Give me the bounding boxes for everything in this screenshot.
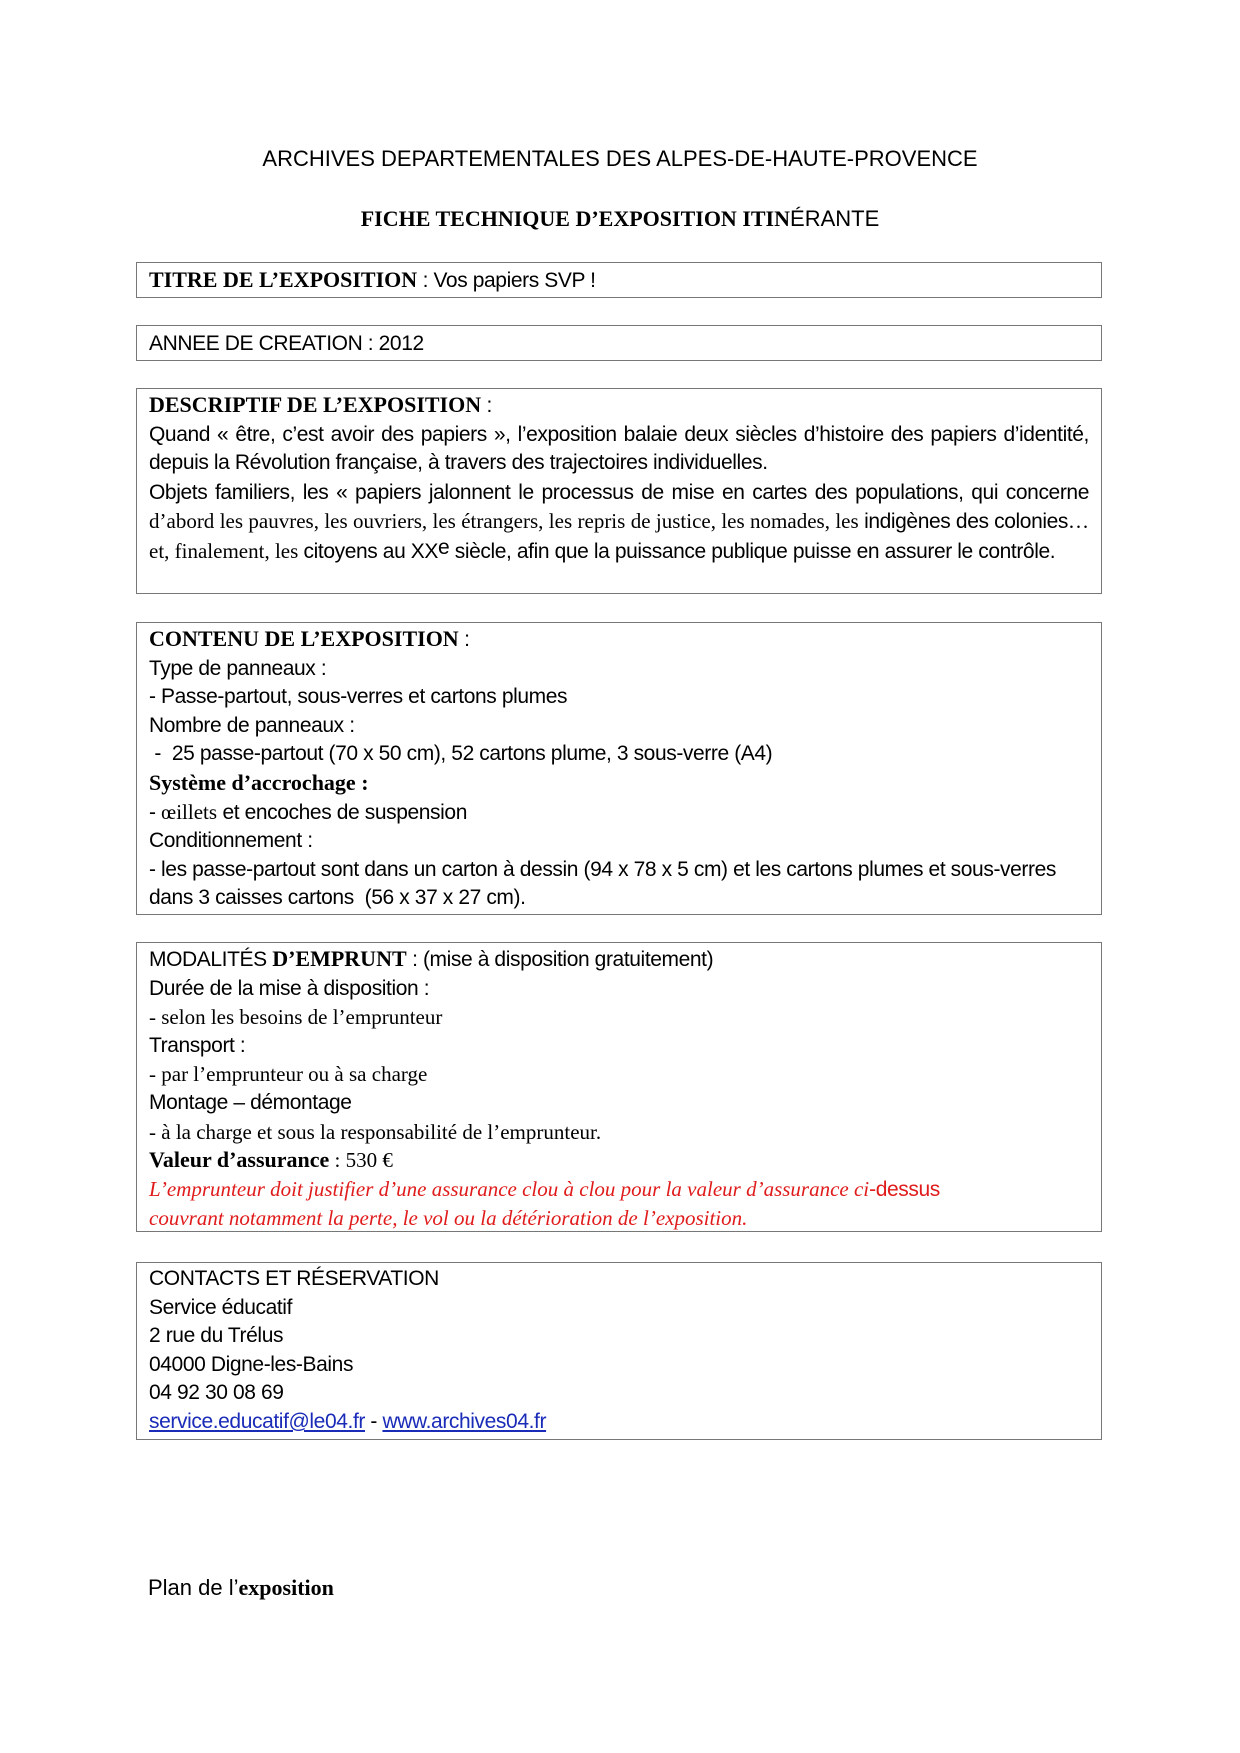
document-title	[0, 206, 1240, 232]
content-label: CONTENU DE L’EXPOSITION	[149, 626, 459, 651]
exhibition-plan-heading	[148, 1575, 334, 1601]
website-link[interactable]: www.archives04.fr	[382, 1409, 547, 1433]
description-p2-part3: indigènes des colonies	[864, 510, 1069, 534]
document-title-main: FICHE TECHNIQUE D’EXPOSITION ITIN	[360, 206, 791, 231]
hanging-system-value	[149, 798, 1089, 828]
content-box	[136, 622, 1102, 915]
duration-value: - selon les besoins de l’emprunteur	[149, 1005, 443, 1030]
contact-address: 2 rue du Trélus	[149, 1324, 284, 1348]
hanging-system-label: Système d’accrochage :	[149, 769, 369, 795]
loan-label-sans: MODALITÉS	[149, 948, 273, 971]
transport-value: - par l’emprunteur ou à sa charge	[149, 1062, 428, 1087]
title-label: TITRE DE L’EXPOSITION	[149, 267, 418, 292]
document-title-end: ÉRANTE	[790, 206, 880, 231]
insurance-warning-line1: L’emprunteur doit justifier d’une assurance clou à clou pour la valeur d’assurance ci	[149, 1176, 870, 1201]
description-box	[136, 388, 1102, 594]
creation-year: 2012	[378, 332, 424, 355]
description-p2-part4: … et, finalement, les	[149, 509, 1090, 563]
plan-bold: exposition	[238, 1575, 334, 1600]
links-separator: -	[365, 1409, 383, 1433]
insurance-warning-line2: couvrant notamment la perte, le vol ou la détérioration de l’exposition.	[149, 1206, 748, 1231]
duration-label: Durée de la mise à disposition :	[149, 976, 430, 1000]
description-p2-part2: d’abord les pauvres, les ouvriers, les étrangers, les repris de justice, les nomades, les	[149, 509, 859, 534]
plan-prefix: Plan de l’	[148, 1575, 239, 1600]
panel-count-value: - 25 passe-partout (70 x 50 cm), 52 cartons plume, 3 sous-verre (A4)	[149, 742, 773, 766]
panel-type-value: - Passe-partout, sous-verres et cartons plumes	[149, 685, 568, 709]
title-box	[136, 262, 1102, 298]
description-label: DESCRIPTIF DE L’EXPOSITION	[149, 392, 482, 417]
description-paragraph-2	[149, 478, 1089, 567]
assembly-label: Montage – démontage	[149, 1090, 352, 1114]
hanging-rest: et encoches de suspension	[217, 800, 467, 824]
insurance-value: : 530 €	[329, 1148, 393, 1173]
panel-type-label: Type de panneaux :	[149, 656, 327, 680]
century-superscript: e	[438, 535, 450, 559]
transport-label: Transport :	[149, 1033, 246, 1057]
contact-links	[149, 1408, 1089, 1437]
description-p2-part5: citoyens au XX	[303, 539, 439, 563]
email-link[interactable]: service.educatif@le04.fr	[149, 1409, 365, 1433]
content-label-suffix: :	[458, 628, 470, 651]
contact-service: Service éducatif	[149, 1295, 293, 1319]
contacts-label: CONTACTS ET RÉSERVATION	[149, 1267, 439, 1290]
hanging-prefix: -	[149, 800, 162, 824]
panel-count-label: Nombre de panneaux :	[149, 713, 355, 737]
description-p2-part6: siècle, afin que la puissance publique puisse en assurer le contrôle.	[449, 539, 1056, 563]
packaging-value: - les passe-partout sont dans un carton à dessin (94 x 78 x 5 cm) et les cartons plumes et sous-verres dans 3 caisses cartons (56 x 37 x 27 cm).	[149, 857, 1062, 910]
loan-label-serif: D’EMPRUNT	[272, 946, 407, 971]
insurance-warning-dessus: -dessus	[869, 1177, 940, 1201]
title-separator: :	[417, 269, 434, 292]
exhibition-title: Vos papiers SVP !	[433, 269, 596, 292]
description-label-suffix: :	[481, 394, 492, 417]
organization-header: ARCHIVES DEPARTEMENTALES DES ALPES-DE-HAUTE-PROVENCE	[262, 146, 978, 171]
packaging-label: Conditionnement :	[149, 829, 313, 853]
loan-terms-box	[136, 942, 1102, 1232]
year-label: ANNEE DE CREATION :	[149, 332, 379, 355]
description-paragraph-1: Quand « être, c’est avoir des papiers », l’exposition balaie deux siècles d’histoire des papiers d’identité, depuis la Révolution française, à travers des trajectoires individuelles.	[149, 422, 1089, 475]
contacts-box	[136, 1262, 1102, 1440]
assembly-value: - à la charge et sous la responsabilité de l’emprunteur.	[149, 1119, 602, 1144]
loan-label-suffix: : (mise à disposition gratuitement)	[406, 948, 714, 971]
insurance-label: Valeur d’assurance	[149, 1147, 330, 1173]
contact-city: 04000 Digne-les-Bains	[149, 1352, 354, 1376]
year-box	[136, 325, 1102, 361]
description-p2-part1: Objets familiers, les « papiers jalonnent le processus de mise en cartes des populations, qui concerne	[149, 480, 1089, 504]
hanging-serif-word: œillets	[161, 799, 218, 824]
contact-phone: 04 92 30 08 69	[149, 1381, 284, 1405]
